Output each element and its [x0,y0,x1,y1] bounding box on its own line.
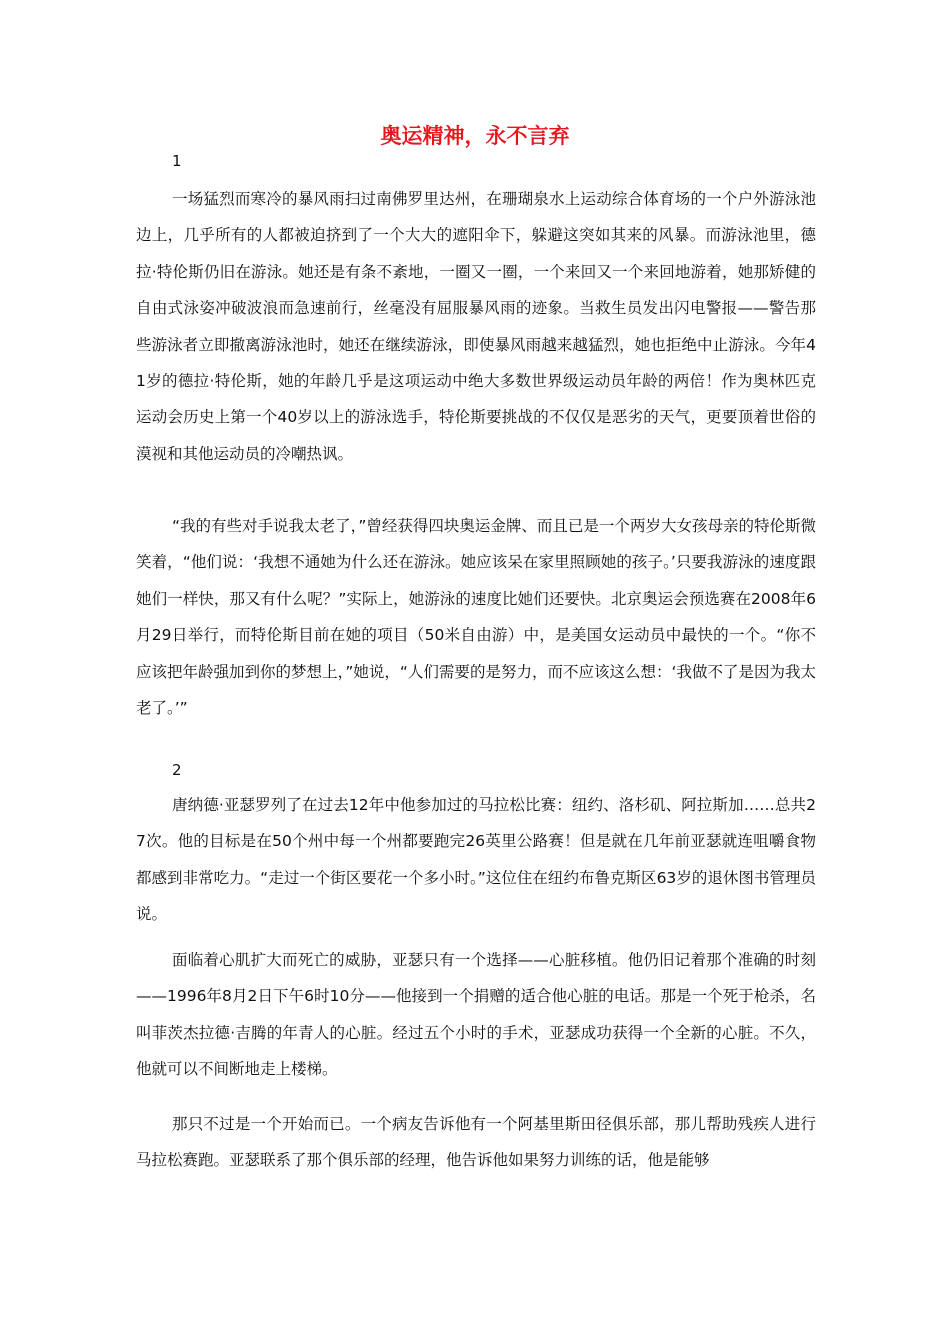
section-1-paragraph-2: “我的有些对手说我太老了，”曾经获得四块奥运金牌、而且已是一个两岁大女孩母亲的特伦斯微笑着，“他们说：‘我想不通她为什么还在游泳。她应该呆在家里照顾她的孩子。’只要我游泳的速度跟她们一样快，那又有什么呢？”实际上，她游泳的速度比她们还要快。北京奥运会预选赛在2008年6月29日举行，而特伦斯目前在她的项目（50米自由游）中，是美国女运动员中最快的一个。“你不应该把年龄强加到你的梦想上，”她说，“人们需要的是努力，而不应该这么想：‘我做不了是因为我太老了。’” [136,517,816,718]
document-title: 奥运精神，永不言弃 [380,124,570,148]
section-number-2: 2 [172,761,182,779]
section-1-paragraph-1: 一场猛烈而寒冷的暴风雨扫过南佛罗里达州，在珊瑚泉水上运动综合体育场的一个户外游泳池边上，几乎所有的人都被迫挤到了一个大大的遮阳伞下，躲避这突如其来的风暴。而游泳池里，德拉·特伦斯仍旧在游泳。她还是有条不紊地，一圈又一圈，一个来回又一个来回地游着，她那矫健的自由式泳姿冲破波浪而急速前行，丝毫没有屈服暴风雨的迹象。当救生员发出闪电警报——警告那些游泳者立即撤离游泳池时，她还在继续游泳，即使暴风雨越来越猛烈，她也拒绝中止游泳。今年41岁的德拉·特伦斯，她的年龄几乎是这项运动中绝大多数世界级运动员年龄的两倍！作为奥林匹克运动会历史上第一个40岁以上的游泳选手，特伦斯要挑战的不仅仅是恶劣的天气，更要顶着世俗的漠视和其他运动员的冷嘲热讽。 [136,190,816,463]
section-2-paragraph-2: 面临着心肌扩大而死亡的威胁，亚瑟只有一个选择——心脏移植。他仍旧记着那个准确的时刻——1996年8月2日下午6时10分——他接到一个捐赠的适合他心脏的电话。那是一个死于枪杀，名叫菲茨杰拉德·吉腾的年青人的心脏。经过五个小时的手术，亚瑟成功获得一个全新的心脏。不久，他就可以不间断地走上楼梯。 [136,951,816,1079]
section-2-paragraph-1: 唐纳德·亚瑟罗列了在过去12年中他参加过的马拉松比赛：纽约、洛杉矶、阿拉斯加……总共27次。他的目标是在50个州中每一个州都要跑完26英里公路赛！但是就在几年前亚瑟就连咀嚼食物都感到非常吃力。“走过一个街区要花一个多小时。”这位住在纽约布鲁克斯区63岁的退休图书管理员说。 [136,796,816,924]
section-2-paragraph-3: 那只不过是一个开始而已。一个病友告诉他有一个阿基里斯田径俱乐部，那儿帮助残疾人进行马拉松赛跑。亚瑟联系了那个俱乐部的经理，他告诉他如果努力训练的话，他是能够 [136,1115,816,1170]
section-number-1: 1 [172,152,182,170]
